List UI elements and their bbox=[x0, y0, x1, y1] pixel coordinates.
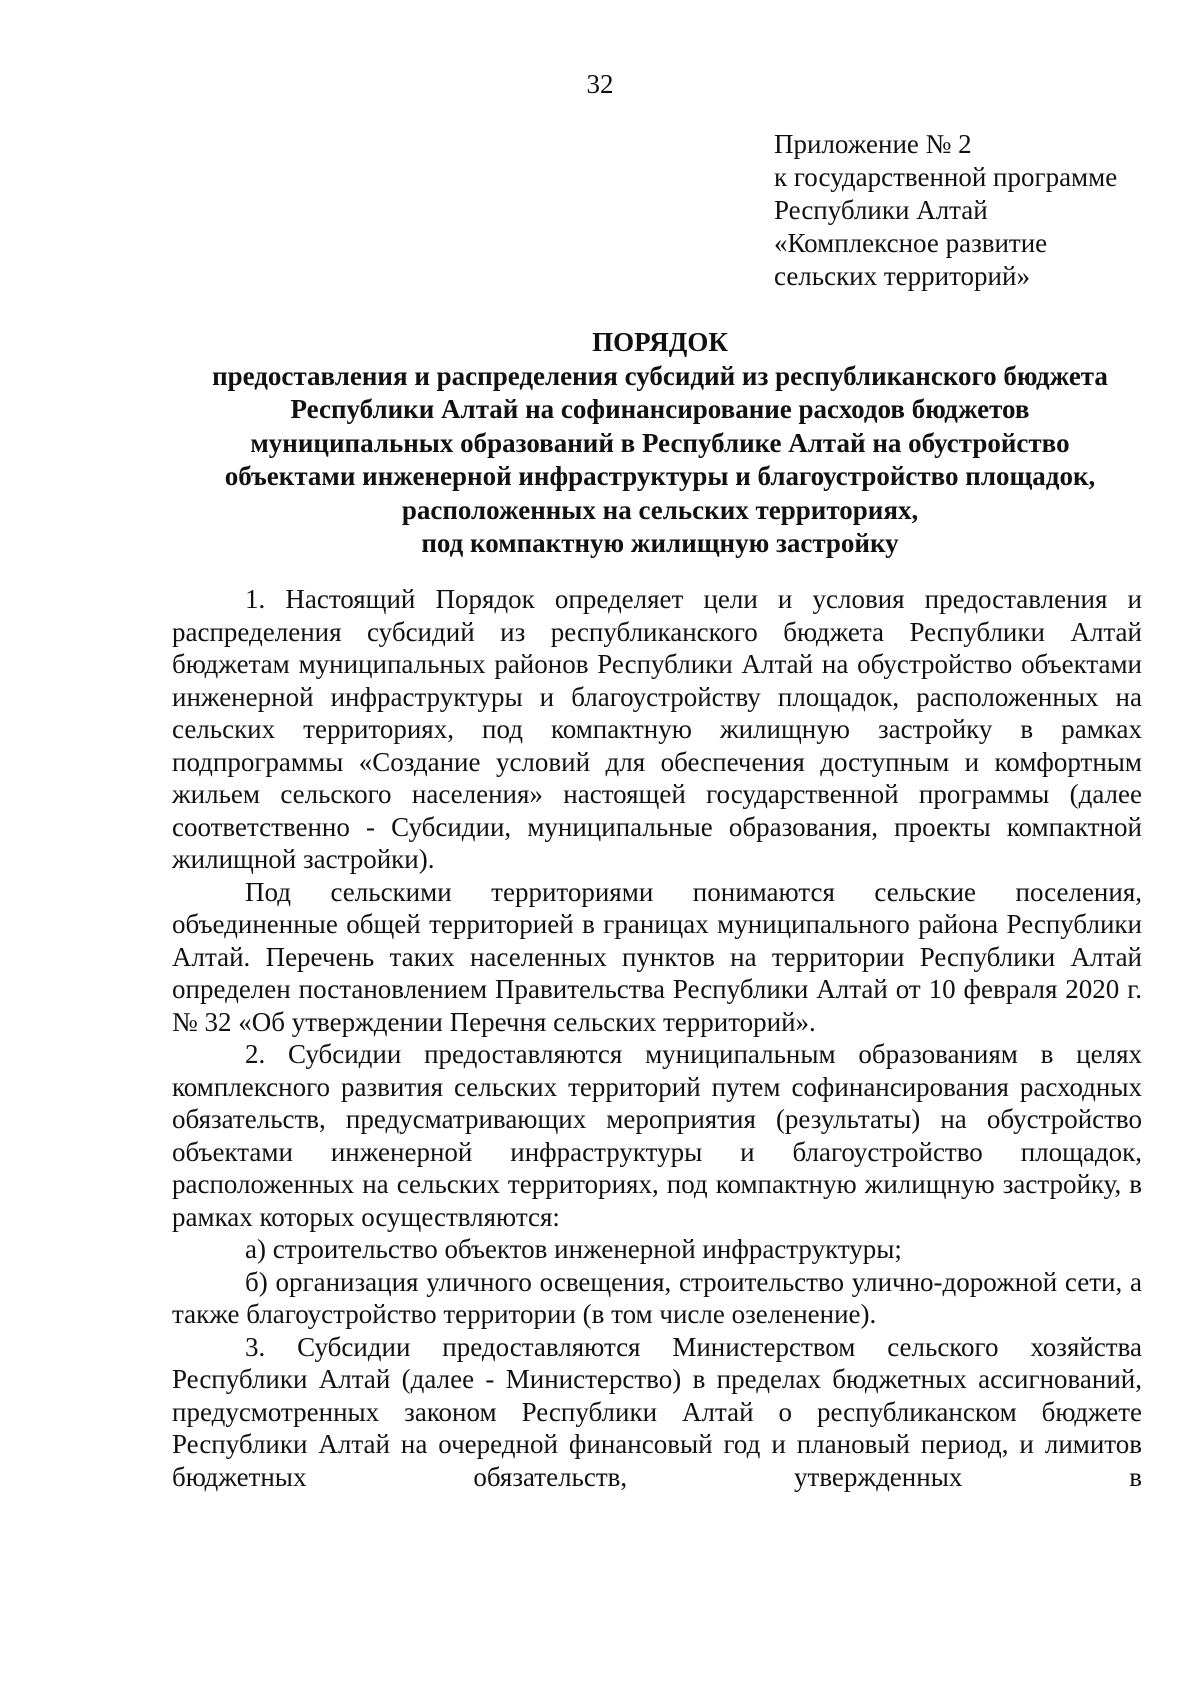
list-item-a: а) строительство объектов инженерной инфраструктуры; bbox=[245, 1234, 902, 1264]
page-number: 32 bbox=[586, 69, 614, 99]
title-line: под компактную жилищную застройку bbox=[421, 528, 899, 558]
title-line: Республики Алтай на софинансирование расходов бюджетов bbox=[290, 394, 1030, 424]
paragraph-1: 1. Настоящий Порядок определяет цели и условия предоставления и распределения субсидий из республиканского бюджета Республики Алтай бюджетам муниципальных районов Республики Алтай на обустройство объектами инженерной инфраструктуры и благоустройству площадок, расположенных на сельских территориях, под компактную жилищную застройку в рамках подпрограммы «Создание условий для обеспечения доступным и комфортным жильем сельского населения» настоящей государственной программы (далее соответственно - Субсидии, муниципальные образования, проекты компактной жилищной застройки). bbox=[172, 584, 1142, 874]
appendix-line: Приложение № 2 bbox=[774, 129, 972, 159]
document-body bbox=[172, 583, 1142, 1493]
appendix-line: Республики Алтай bbox=[774, 195, 988, 225]
title-heading: ПОРЯДОК bbox=[592, 327, 728, 357]
title-line: предоставления и распределения субсидий из республиканского бюджета bbox=[212, 360, 1108, 391]
appendix-line: сельских территорий» bbox=[774, 261, 1030, 291]
paragraph-3: 3. Субсидии предоставляются Министерством сельского хозяйства Республики Алтай (далее - Министерство) в пределах бюджетных ассигнований, предусмотренных законом Республики Алтай о республиканском бюджете Республики Алтай на очередной финансовый год и плановый период, и лимитов бюджетных обязательств, утвержденных в bbox=[172, 1331, 1142, 1492]
appendix-note bbox=[774, 128, 1174, 293]
document-title bbox=[120, 326, 1200, 561]
title-line: расположенных на сельских территориях, bbox=[401, 494, 919, 525]
title-line: муниципальных образований в Республике Алтай на обустройство bbox=[250, 427, 1070, 458]
paragraph-2: 2. Субсидии предоставляются муниципальным образованиям в целях комплексного развития сельских территорий путем софинансирования расходных обязательств, предусматривающих мероприятия (результаты) на обустройство объектами инженерной инфраструктуры и благоустройство площадок, расположенных на сельских территориях, под компактную жилищную застройку, в рамках которых осуществляются: bbox=[172, 1039, 1142, 1232]
appendix-line: к государственной программе bbox=[774, 162, 1118, 192]
title-line: объектами инженерной инфраструктуры и благоустройство площадок, bbox=[224, 461, 1096, 491]
paragraph-territories: Под сельскими территориями понимаются сельские поселения, объединенные общей территорией в границах муниципального района Республики Алтай. Перечень таких населенных пунктов на территории Республики Алтай определен постановлением Правительства Республики Алтай от 10 февраля 2020 г. № 32 «Об утверждении Перечня сельских территорий». bbox=[172, 876, 1142, 1037]
appendix-line: «Комплексное развитие bbox=[774, 228, 1048, 258]
list-item-b: б) организация уличного освещения, строительство улично-дорожной сети, а также благоустройство территории (в том числе озеленение). bbox=[172, 1266, 1142, 1329]
